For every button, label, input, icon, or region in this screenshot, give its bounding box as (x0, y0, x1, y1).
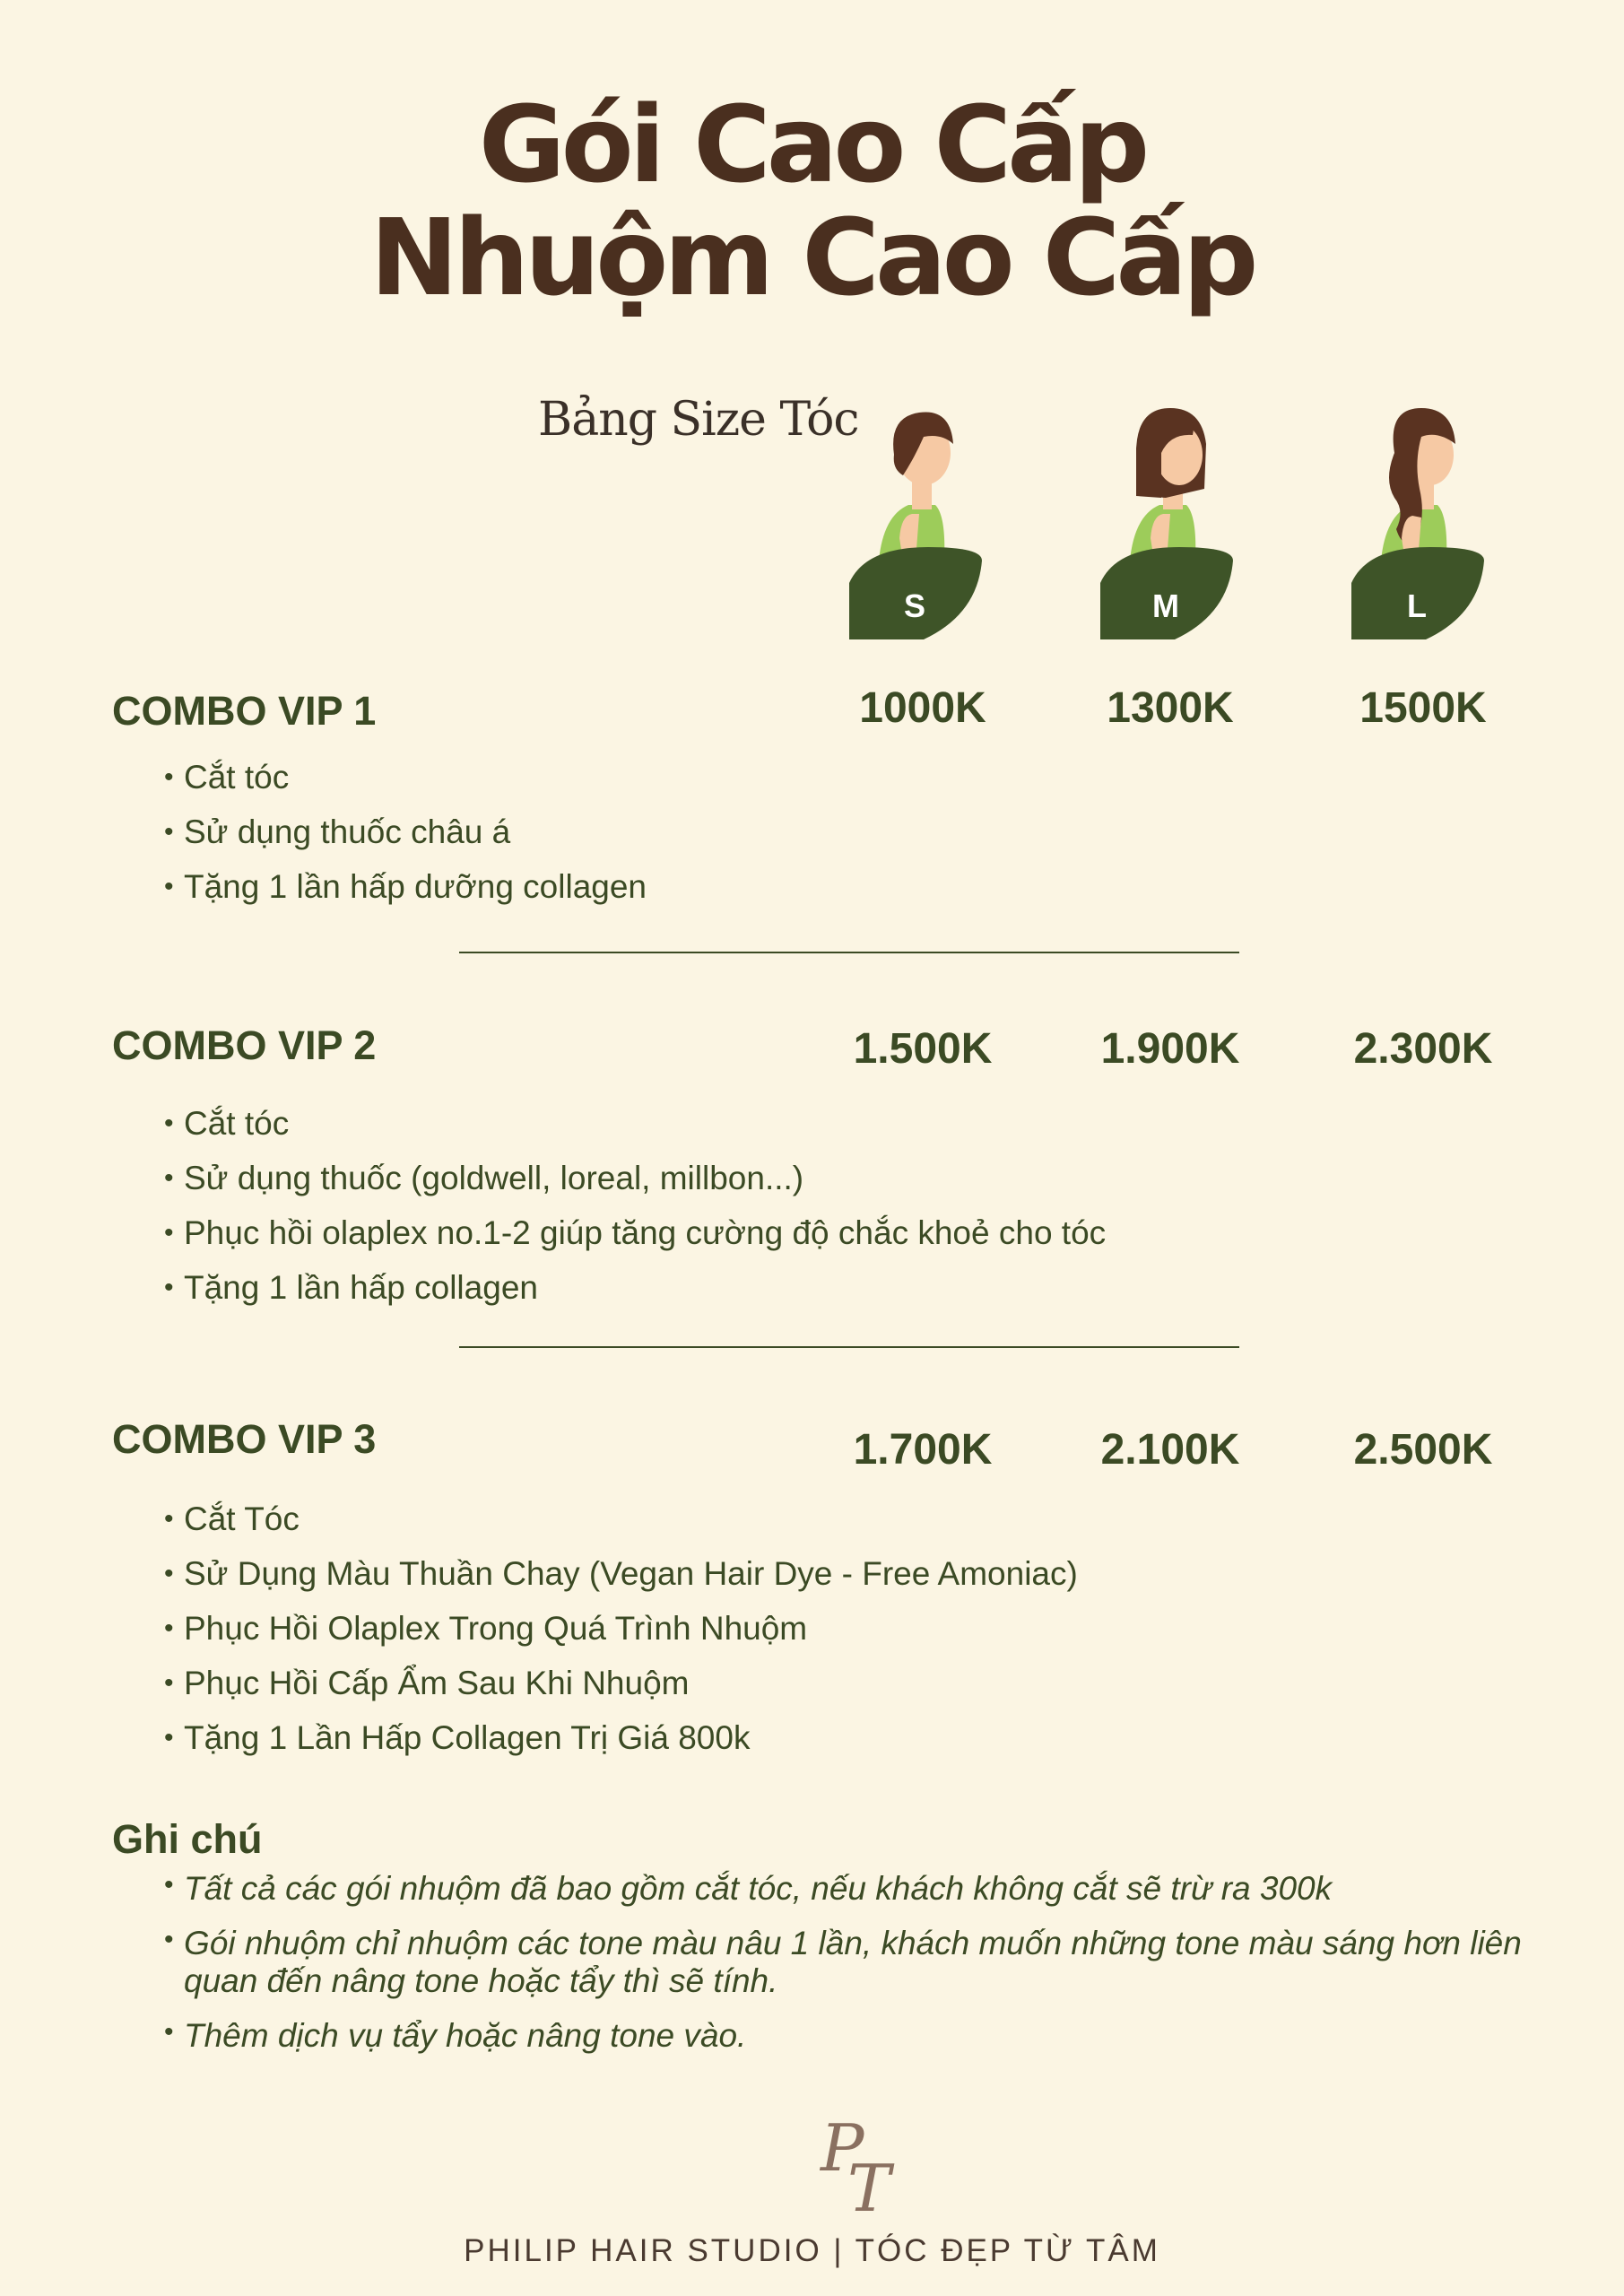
size-l-label: L (1407, 587, 1427, 624)
list-item: • Sử dụng thuốc châu á (164, 804, 647, 859)
note-item: • Tất cả các gói nhuộm đã bao gồm cắt tóc, nếu khách không cắt sẽ trừ ra 300k (164, 1870, 1527, 1909)
list-item: • Tặng 1 Lần Hấp Collagen Trị Giá 800k (164, 1710, 1078, 1765)
combo-2-price-l: 2.300K (1353, 1025, 1493, 1073)
notes-list (164, 1870, 1527, 2071)
size-m-figure (1081, 381, 1260, 650)
note-item: • Thêm dịch vụ tẩy hoặc nâng tone vào. (164, 2017, 1527, 2056)
list-item: • Sử Dụng Màu Thuần Chay (Vegan Hair Dye - Free Amoniac) (164, 1546, 1078, 1601)
combo-1-price-l: 1500K (1359, 684, 1487, 732)
list-item: • Sử dụng thuốc (goldwell, loreal, millbon...) (164, 1151, 1106, 1205)
combo-2-item-list (164, 1096, 1106, 1315)
size-s-figure (829, 381, 1009, 650)
page-title-line-2: Nhuộm Cao Cấp (369, 196, 1255, 319)
combo-1-title: COMBO VIP 1 (112, 688, 377, 734)
list-item: • Phục Hồi Cấp Ẩm Sau Khi Nhuộm (164, 1656, 1078, 1710)
size-chart-caption: Bảng Size Tóc (538, 393, 859, 447)
page-title-line-1: Gói Cao Cấp (478, 83, 1146, 206)
studio-logo (803, 2108, 910, 2224)
section-divider (459, 1346, 1239, 1348)
size-m-label: M (1152, 587, 1179, 624)
footer-brand: PHILIP HAIR STUDIO | TÓC ĐẸP TỪ TÂM (464, 2233, 1160, 2268)
size-s-label: S (903, 587, 925, 624)
combo-3-price-l: 2.500K (1353, 1426, 1493, 1474)
list-item: • Cắt Tóc (164, 1492, 1078, 1546)
combo-2-price-s: 1.500K (853, 1025, 993, 1073)
notes-title: Ghi chú (112, 1816, 263, 1862)
list-item: • Phục hồi olaplex no.1-2 giúp tăng cường độ chắc khoẻ cho tóc (164, 1205, 1106, 1260)
list-item: • Tặng 1 lần hấp collagen (164, 1260, 1106, 1315)
combo-3-title: COMBO VIP 3 (112, 1416, 377, 1462)
combo-3-price-s: 1.700K (853, 1426, 993, 1474)
combo-3-item-list (164, 1492, 1078, 1765)
list-item: • Tặng 1 lần hấp dưỡng collagen (164, 859, 647, 914)
section-divider (459, 952, 1239, 953)
combo-2-title: COMBO VIP 2 (112, 1022, 377, 1068)
combo-1-price-m: 1300K (1107, 684, 1234, 732)
size-l-figure (1332, 381, 1511, 650)
combo-1-price-s: 1000K (859, 684, 986, 732)
list-item: • Cắt tóc (164, 1096, 1106, 1151)
pt-monogram-icon (803, 2108, 910, 2224)
list-item: • Cắt tóc (164, 750, 647, 804)
combo-1-item-list (164, 750, 647, 914)
combo-3-price-m: 2.100K (1100, 1426, 1240, 1474)
svg-text:P: P (821, 2110, 864, 2186)
svg-text:T: T (847, 2151, 891, 2224)
combo-2-price-m: 1.900K (1100, 1025, 1240, 1073)
list-item: • Phục Hồi Olaplex Trong Quá Trình Nhuộm (164, 1601, 1078, 1656)
note-item: • Gói nhuộm chỉ nhuộm các tone màu nâu 1 lần, khách muốn những tone màu sáng hơn liên quan đến nâng tone hoặc tẩy thì sẽ tính. (164, 1925, 1527, 2001)
